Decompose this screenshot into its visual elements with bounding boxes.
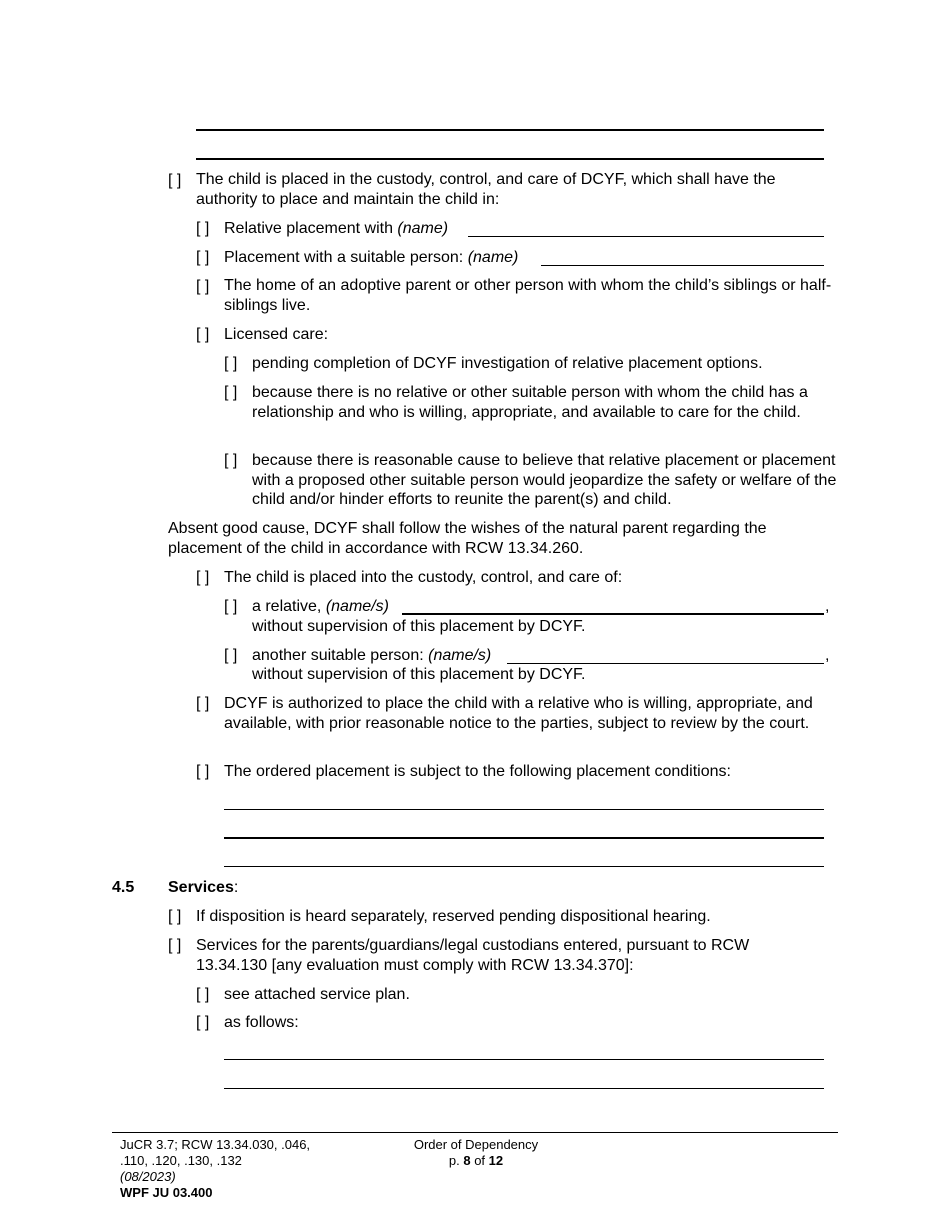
checkbox-see-attached[interactable]: [ ]	[196, 986, 210, 1003]
no-relative-text: because there is no relative or other suitable person with whom the child has a relationship and who is willing, appropriate, and available to care for the child.	[252, 384, 808, 421]
without-supervision-text: without supervision of this placement by DCYF.	[252, 666, 586, 683]
checkbox-a-relative[interactable]: [ ]	[224, 598, 238, 615]
another-suitable-text: another suitable person:	[252, 647, 424, 664]
footer-center	[396, 1137, 556, 1169]
blank-line[interactable]	[196, 158, 824, 160]
footer-left	[120, 1137, 310, 1201]
without-supervision-text: without supervision of this placement by DCYF.	[252, 618, 586, 635]
licensed-care-text: Licensed care:	[224, 326, 329, 343]
names-hint: (name/s)	[325, 598, 389, 615]
relative-placement-label	[224, 219, 448, 239]
dcyf-authorized-text: DCYF is authorized to place the child with a relative who is willing, appropriate, and available, with prior reasonable notice to the parties, subject to review by the court.	[224, 695, 813, 732]
relative-names-field[interactable]	[402, 613, 824, 615]
page-current: 8	[463, 1153, 471, 1168]
footer-doc-title: Order of Dependency	[413, 1137, 539, 1152]
footer-rule-ref-1: JuCR 3.7; RCW 13.34.030, .046,	[120, 1137, 311, 1152]
comma: ,	[825, 598, 830, 615]
checkbox-no-relative[interactable]: [ ]	[224, 384, 238, 401]
page-total: 12	[488, 1153, 504, 1168]
page-prefix: p.	[448, 1153, 460, 1168]
relative-name-field[interactable]	[468, 236, 824, 237]
checkbox-dcyf-custody[interactable]: [ ]	[168, 172, 182, 189]
reasonable-cause-text: because there is reasonable cause to believe that relative placement or placement with a proposed other suitable person would jeopardize the safety or welfare of the child and/or hinder efforts to reunite the parent(s) and child.	[252, 452, 837, 508]
disposition-text: If disposition is heard separately, reserved pending dispositional hearing.	[196, 908, 711, 925]
placement-conditions-text: The ordered placement is subject to the following placement conditions:	[224, 763, 731, 780]
see-attached-text: see attached service plan.	[224, 986, 410, 1003]
suitable-person-text: Placement with a suitable person:	[224, 249, 464, 266]
checkbox-reasonable-cause[interactable]: [ ]	[224, 452, 238, 469]
pending-completion-text: pending completion of DCYF investigation of relative placement options.	[252, 355, 763, 372]
checkbox-adoptive-home[interactable]: [ ]	[196, 278, 210, 295]
checkbox-licensed-care[interactable]: [ ]	[196, 326, 210, 343]
checkbox-services-entered[interactable]: [ ]	[168, 937, 182, 954]
footer-page-number	[396, 1153, 556, 1169]
condition-line[interactable]	[224, 837, 824, 839]
checkbox-suitable-person[interactable]: [ ]	[196, 249, 210, 266]
checkbox-disposition[interactable]: [ ]	[168, 908, 182, 925]
checkbox-pending-completion[interactable]: [ ]	[224, 355, 238, 372]
footer-rule-ref-2: .110, .120, .130, .132	[120, 1153, 242, 1168]
services-heading	[168, 878, 238, 898]
absent-good-cause-text: Absent good cause, DCYF shall follow the wishes of the natural parent regarding the placement of the child in accordance with RCW 13.34.260.	[168, 520, 767, 557]
checkbox-placed-into-custody[interactable]: [ ]	[196, 569, 210, 586]
services-entered-text: Services for the parents/guardians/legal custodians entered, pursuant to RCW 13.34.130 [any evaluation must comply with RCW 13.34.370]:	[196, 937, 750, 974]
services-line[interactable]	[224, 1088, 824, 1089]
services-line[interactable]	[224, 1059, 824, 1060]
services-heading-text: Services	[168, 879, 234, 896]
blank-line[interactable]	[196, 129, 824, 131]
footer-rule	[112, 1132, 838, 1133]
dcyf-custody-text: The child is placed in the custody, control, and care of DCYF, which shall have the authority to place and maintain the child in:	[196, 171, 776, 208]
another-suitable-label	[252, 646, 491, 666]
a-relative-text: a relative,	[252, 598, 322, 615]
colon: :	[233, 879, 239, 896]
as-follows-text: as follows:	[224, 1014, 299, 1031]
checkbox-dcyf-authorized[interactable]: [ ]	[196, 695, 210, 712]
suitable-person-label	[224, 248, 518, 268]
relative-placement-text: Relative placement with	[224, 220, 393, 237]
name-hint: (name)	[397, 220, 449, 237]
checkbox-placement-conditions[interactable]: [ ]	[196, 763, 210, 780]
section-number: 4.5	[112, 879, 135, 896]
condition-line[interactable]	[224, 809, 824, 810]
checkbox-relative-placement[interactable]: [ ]	[196, 220, 210, 237]
page-of: of	[474, 1153, 486, 1168]
name-hint: (name)	[467, 249, 519, 266]
checkbox-as-follows[interactable]: [ ]	[196, 1014, 210, 1031]
adoptive-home-text: The home of an adoptive parent or other person with whom the child’s siblings or half-siblings live.	[224, 277, 832, 314]
checkbox-another-suitable[interactable]: [ ]	[224, 647, 238, 664]
footer-form-id: WPF JU 03.400	[120, 1185, 213, 1200]
footer-date: (08/2023)	[120, 1169, 176, 1184]
comma: ,	[825, 647, 830, 664]
condition-line[interactable]	[224, 866, 824, 867]
names-hint: (name/s)	[428, 647, 492, 664]
placed-into-custody-text: The child is placed into the custody, control, and care of:	[224, 569, 623, 586]
a-relative-label	[252, 597, 389, 617]
another-suitable-names-field[interactable]	[507, 663, 824, 664]
suitable-person-name-field[interactable]	[541, 265, 824, 266]
